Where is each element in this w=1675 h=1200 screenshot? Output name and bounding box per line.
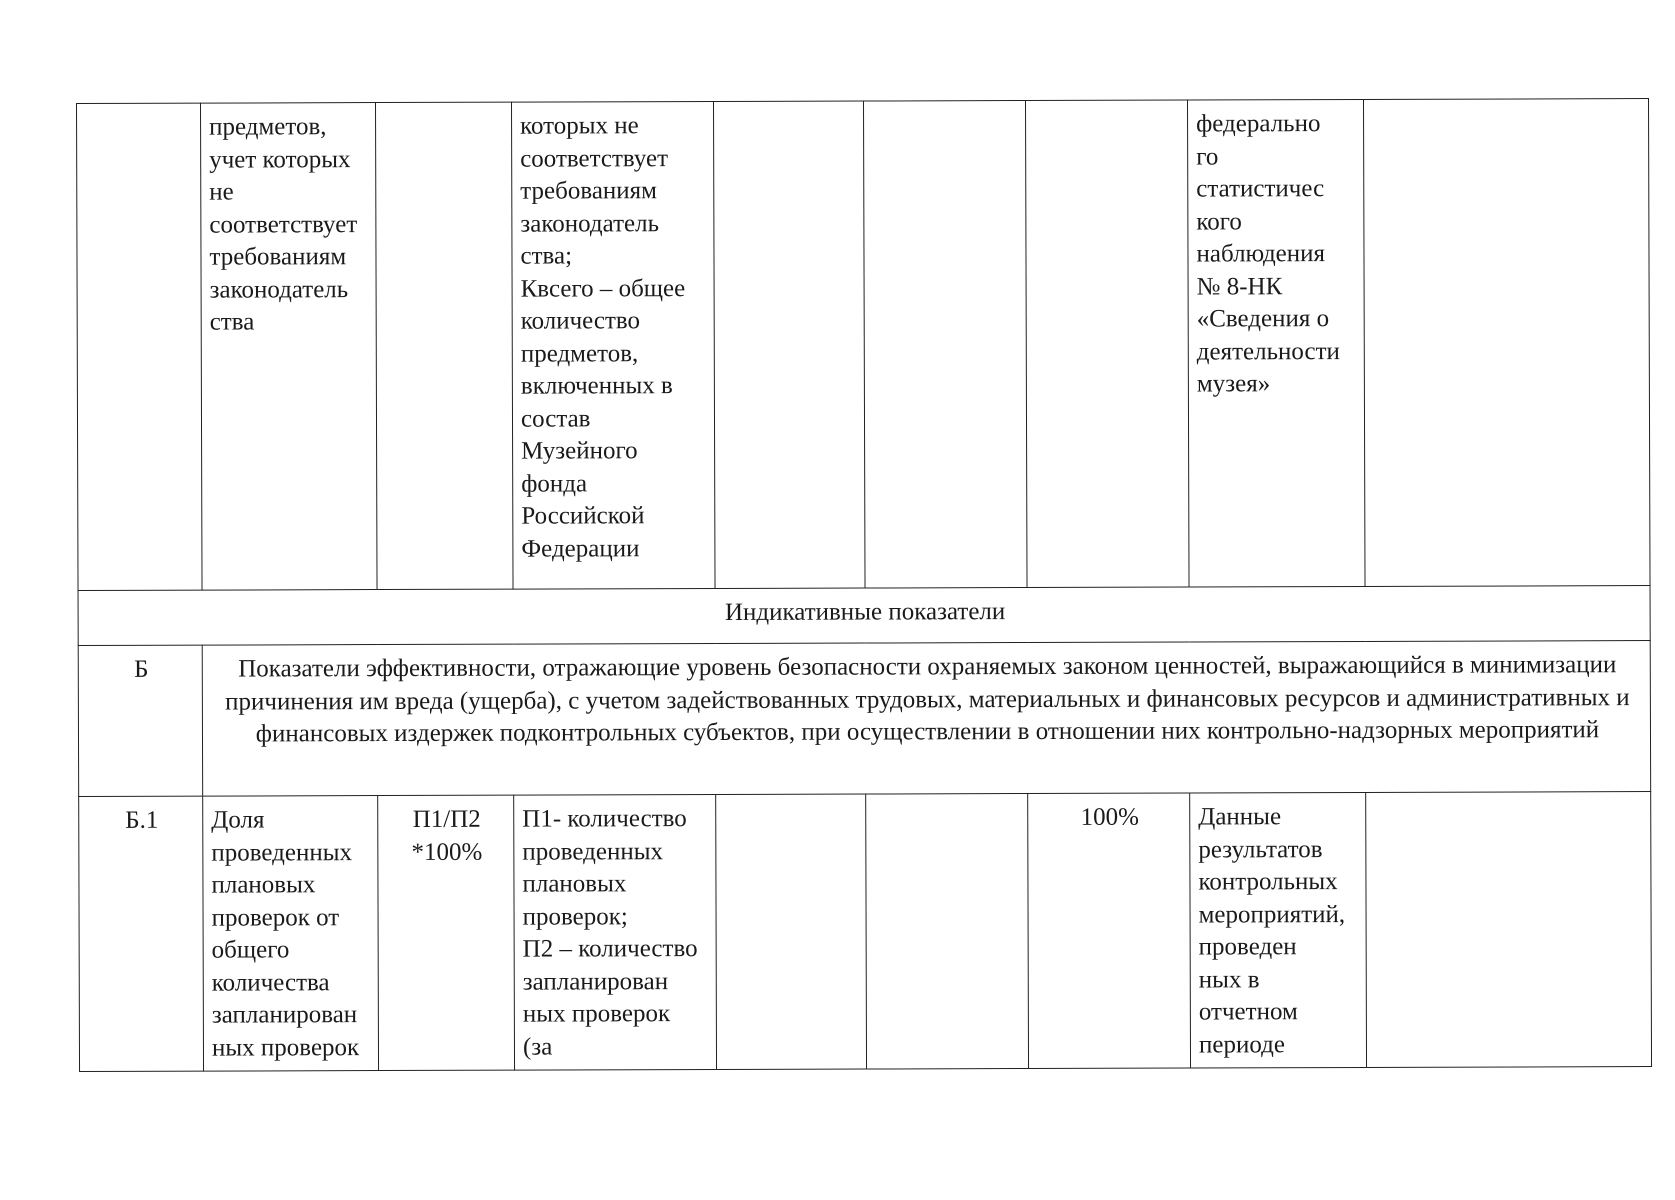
- cell-source: федерально го статистичес кого наблюдения № 8-НК «Сведения о деятельности музея»: [1187, 99, 1365, 587]
- row-b1-empty-5: [716, 794, 867, 1069]
- row-b1-source: Данные результатов контрольных мероприятий, проведен ных в отчетном периоде: [1190, 792, 1367, 1068]
- group-b-code: Б: [78, 645, 202, 796]
- indicators-table: [76, 98, 1652, 1072]
- row-b1-target: 100%: [1028, 793, 1191, 1069]
- cell-code-empty: [77, 103, 203, 590]
- row-b1-name: Доля проведенных плановых проверок от общего количества запланирован ных проверок: [203, 796, 379, 1072]
- table-row-indicative-header: [78, 586, 1650, 646]
- row-b1-formula: П1/П2 *100%: [378, 795, 515, 1070]
- row-b1-empty-9: [1366, 792, 1652, 1068]
- cell-empty-9: [1363, 99, 1650, 587]
- table-row-group-b: [78, 641, 1650, 797]
- row-b1-empty-6: [866, 794, 1029, 1070]
- indicative-section-title: Индикативные показатели: [78, 586, 1650, 646]
- cell-empty-5: [713, 101, 865, 588]
- table-row-continuation: [77, 99, 1651, 591]
- group-b-description: Показатели эффективности, отражающие уровень безопасности охраняемых законом ценностей, выражающийся в минимизации причинения им вреда (ущерба), с учетом задействованных трудовых, материальных и финансовых ресурсов и административных и финансовых издержек подконтрольных субъектов, при осуществлении в отношении них контрольно-надзорных мероприятий: [202, 641, 1650, 797]
- cell-indicator-name: предметов, учет которых не соответствует требованиям законодатель ства: [201, 103, 378, 591]
- cell-variables: которых не соответствует требованиям законодатель ства; Квсего – общее количество предметов, включенных в состав Музейного фонда Российской Федерации: [511, 101, 715, 589]
- cell-formula-empty: [376, 102, 514, 589]
- table-row-b1: [79, 792, 1652, 1072]
- cell-empty-7: [1025, 100, 1189, 588]
- row-b1-variables: П1- количество проведенных плановых проверок; П2 – количество запланирован ных проверок (за: [514, 794, 717, 1070]
- row-b1-code: Б.1: [79, 796, 204, 1071]
- cell-empty-6: [863, 101, 1027, 589]
